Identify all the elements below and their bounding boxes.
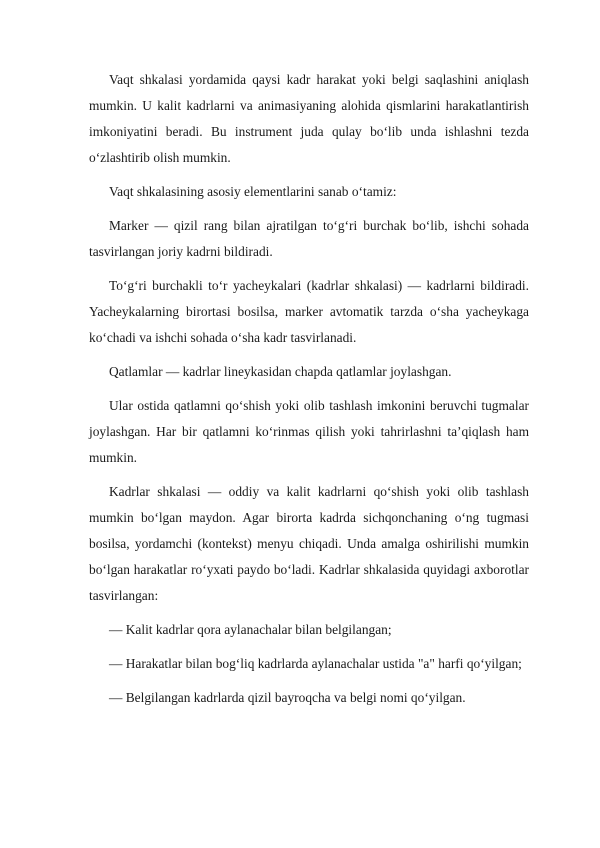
list-item-labeled-frames: — Belgilangan kadrlarda qizil bayroqcha va belgi nomi qo‘yilgan. bbox=[109, 690, 466, 705]
list-item-key-frames: — Kalit kadrlar qora aylanachalar bilan belgilangan; bbox=[109, 622, 392, 637]
paragraph-elements-heading: Vaqt shkalasining asosiy elementlarini sanab o‘tamiz: bbox=[109, 184, 397, 199]
list-item-action-frames: — Harakatlar bilan bog‘liq kadrlarda aylanachalar ustida "a" harfi qo‘yilgan; bbox=[109, 656, 522, 671]
paragraph-grid-cells: To‘g‘ri burchakli to‘r yacheykalari (kadrlar shkalasi) — kadrlarni bildiradi. Yacheykalarning birortasi bosilsa, marker avtomatik tarzda o‘sha yacheykaga ko‘chadi va ishchi sohada o‘sha kadr tasvirlanadi. bbox=[89, 278, 529, 345]
document-body bbox=[89, 67, 529, 711]
paragraph-marker: Marker — qizil rang bilan ajratilgan to‘g‘ri burchak bo‘lib, ishchi sohada tasvirlangan joriy kadrni bildiradi. bbox=[89, 218, 529, 259]
paragraph-frame-scale: Kadrlar shkalasi — oddiy va kalit kadrlarni qo‘shish yoki olib tashlash mumkin bo‘lgan maydon. Agar birorta kadrda sichqonchaning o‘ng tugmasi bosilsa, yordamchi (kontekst) menyu chiqadi. Unda amalga oshirilishi mumkin bo‘lgan harakatlar ro‘yxati paydo bo‘ladi. Kadrlar shkalasida quyidagi axborotlar tasvirlangan: bbox=[89, 484, 529, 603]
paragraph-layers: Qatlamlar — kadrlar lineykasidan chapda qatlamlar joylashgan. bbox=[109, 364, 452, 379]
paragraph-layer-buttons: Ular ostida qatlamni qo‘shish yoki olib tashlash imkonini beruvchi tugmalar joylashgan. Har bir qatlamni ko‘rinmas qilish yoki tahrirlashni ta’qiqlash ham mumkin. bbox=[89, 398, 529, 465]
paragraph-intro: Vaqt shkalasi yordamida qaysi kadr harakat yoki belgi saqlashini aniqlash mumkin. U kalit kadrlarni va animasiyaning alohida qismlarini harakatlantirish imkoniyatini beradi. Bu instrument juda qulay bo‘lib unda ishlashni tezda o‘zlashtirib olish mumkin. bbox=[89, 72, 529, 165]
